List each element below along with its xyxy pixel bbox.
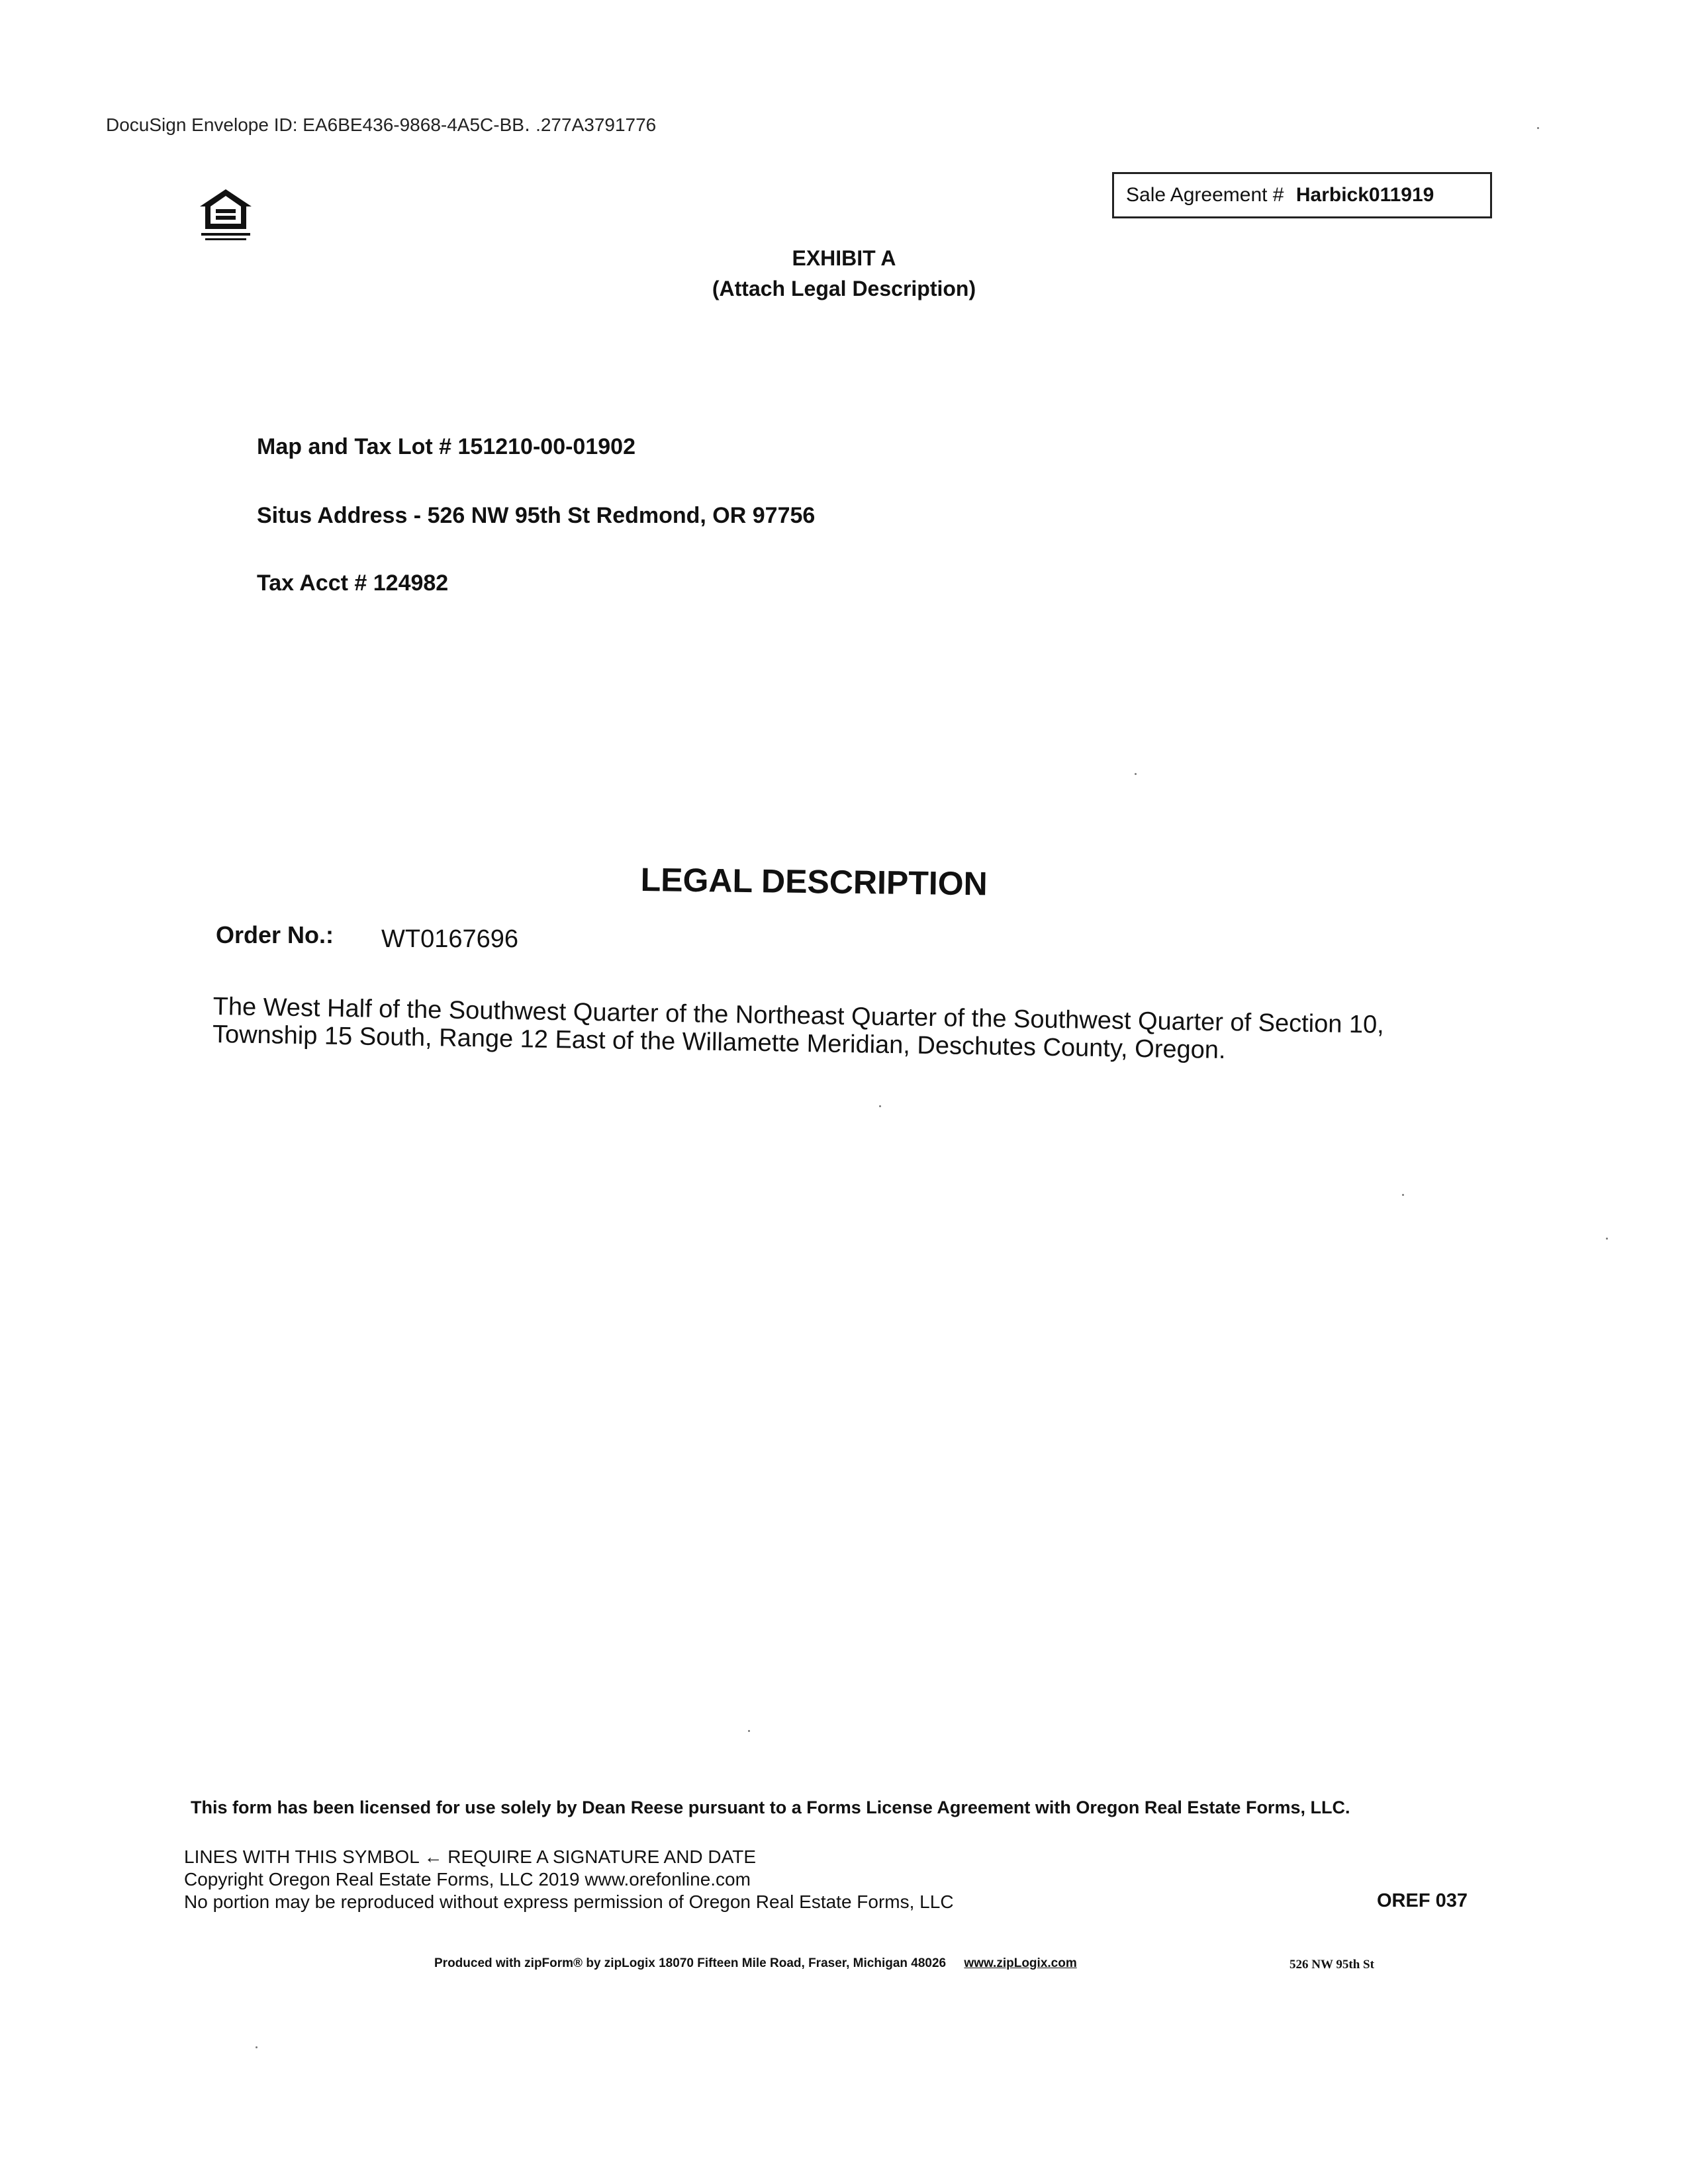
scan-speck (1135, 773, 1137, 775)
signature-symbol-note: LINES WITH THIS SYMBOL ← REQUIRE A SIGNATURE AND DATE (184, 1846, 757, 1867)
scan-speck (748, 1730, 750, 1732)
scan-speck (1402, 1194, 1404, 1196)
tax-account: Tax Acct # 124982 (257, 570, 449, 596)
map-tax-lot: Map and Tax Lot # 151210-00-01902 (257, 434, 635, 459)
license-notice: This form has been licensed for use solely by Dean Reese pursuant to a Forms License Agreement with Oregon Real Estate Forms, LLC. (191, 1797, 1350, 1817)
exhibit-subtitle: (Attach Legal Description) (712, 277, 976, 300)
produced-with-line (434, 1956, 1077, 1971)
exhibit-title: EXHIBIT A (792, 246, 896, 270)
produced-with-text: Produced with zipForm® by zipLogix 18070 Fifteen Mile Road, Fraser, Michigan 48026 (434, 1956, 947, 1970)
scan-speck (1606, 1238, 1608, 1240)
scan-speck (1537, 127, 1539, 129)
equal-housing-opportunity-icon (197, 187, 254, 246)
scan-speck (879, 1105, 881, 1107)
situs-address: Situs Address - 526 NW 95th St Redmond, OR 97756 (257, 503, 816, 528)
docusign-envelope-id: DocuSign Envelope ID: EA6BE436-9868-4A5C-BB․ .277A3791776 (106, 114, 657, 135)
order-number-label: Order No.: (216, 921, 334, 948)
ziplogix-link[interactable]: www.zipLogix.com (964, 1956, 1077, 1970)
sale-agreement-label: Sale Agreement # (1126, 184, 1284, 206)
footer-address: 526 NW 95th St (1289, 1958, 1374, 1972)
form-code: OREF 037 (1377, 1890, 1468, 1911)
sale-agreement-box (1112, 172, 1492, 218)
legal-description-heading: LEGAL DESCRIPTION (640, 860, 988, 903)
scan-speck (256, 2046, 258, 2048)
legal-description-text: The West Half of the Southwest Quarter of the Northeast Quarter of the Southwest Quarter of Section 10, Township 15 South, Range 12 East of the Willamette Meridian, Deschutes County, Oregon. (212, 993, 1385, 1065)
sale-agreement-number: Harbick011919 (1295, 184, 1434, 206)
reproduction-notice: No portion may be reproduced without express permission of Oregon Real Estate Forms, LLC (184, 1891, 954, 1912)
order-number-value: WT0167696 (381, 925, 519, 953)
copyright-line: Copyright Oregon Real Estate Forms, LLC 2019 www.orefonline.com (184, 1869, 751, 1889)
